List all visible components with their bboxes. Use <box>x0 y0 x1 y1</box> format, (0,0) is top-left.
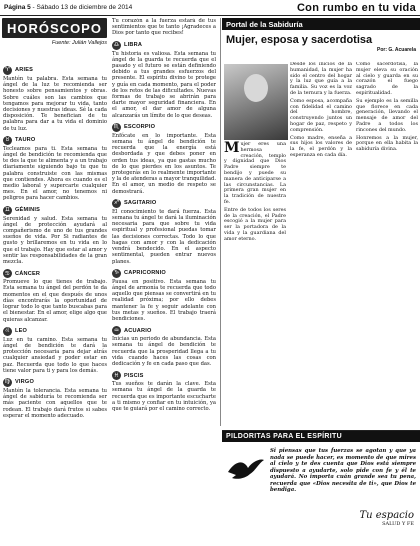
article-paragraph: Honremos a la mujer, porque en ella habita la sabiduría divina. <box>356 134 418 153</box>
article-title: Mujer, esposa y sacerdotisa <box>226 34 373 46</box>
zodiac-icon: ♌ <box>4 327 11 335</box>
sign-header <box>3 206 107 215</box>
sign-text: Inicias un periodo de abundancia. Esta semana tu ángel de bendición te recuerda que la prosperidad llega a tu vida cuando haces las cosas con dedicación y fe en cada paso que das. <box>112 336 216 367</box>
page-header <box>0 0 420 16</box>
sign-header <box>3 269 107 278</box>
zodiac-icon: ♑ <box>113 269 120 277</box>
horoscope-sign <box>112 123 216 195</box>
tu-espacio-logo <box>359 510 414 527</box>
sign-header <box>3 378 107 387</box>
horoscope-sign <box>3 378 107 419</box>
sign-name: CÁNCER <box>15 270 41 277</box>
pildoritas-text: Si piensas que tus fuerzas se agotan y que ya nada se puede hacer, es momento de que mires al cielo y te des cuenta que Dios está siempre dispuesto a ayudarte, solo pide con fe y él te ayudará. No importa cuán grande sea tu pena, recuerda que «Dios necesita de ti», que Dios te bendiga. <box>270 448 416 493</box>
horoscope-section <box>0 18 218 546</box>
sign-name: LEO <box>15 328 28 335</box>
sign-name: PISCIS <box>124 372 144 379</box>
horoscope-sign <box>112 269 216 322</box>
pildoritas-banner: PILDORITAS PARA EL ESPÍRITU <box>222 431 420 442</box>
horoscope-sign <box>112 326 216 367</box>
sign-text: Tus sueños te darán la clave. Esta semana tu ángel de la guarda te recuerda que es importante escucharte a ti mismo y confiar en tu intuición, ya que te guiará por el camino correcto. <box>112 381 216 412</box>
page-info <box>4 4 132 11</box>
column-divider <box>220 18 221 426</box>
article-paragraph: Como madre, enseña a sus hijos los valores de la fe, el perdón y la esperanza en cada día. <box>290 134 352 158</box>
sign-header <box>112 371 216 380</box>
section-title: Con rumbo en tu vida <box>296 1 416 14</box>
sign-name: ACUARIO <box>124 327 152 334</box>
sign-text: Tu historia es valiosa. Esta semana tu ángel de la guarda te recuerda que el pasado y el futuro se están definiendo debido a tus grandes esfuerzos del presente. El espíritu divino te protege y guía en cada momento, para el poder de los retos de las dificultades. Nuevas formas de trabajo se abrirán para darte mayor seguridad financiera. En el amor, el dar amor de alguna alcanzarás un límite de lo que deseas. <box>112 50 216 119</box>
pildoritas-body <box>222 442 420 546</box>
zodiac-icon: ♎ <box>113 41 120 48</box>
zodiac-icon: ♓ <box>113 371 120 379</box>
zodiac-icon: ♒ <box>113 326 120 334</box>
article-paragraph <box>224 142 286 206</box>
sign-text: Enfócate en lo importante. Esta semana tu ángel de bendición te recuerda que la energía está desbordada y que debes poner en orden tus ideas, ya que gastas mucho de lo que pierdes en los asuntos. Te protegerás en lo realmente importante y la de atenderas a mayor tranquilidad. En el amor, un medio de respeto se demostrará. <box>112 132 216 195</box>
sign-header <box>112 269 216 278</box>
sign-name: VIRGO <box>15 379 35 386</box>
horoscope-sign <box>3 206 107 266</box>
sign-text: El conocimiento te dará fuerza. Esta semana tu ángel te dará la iluminación necesaria para que sobre tu vida espiritual y profesional puedas tomar las decisiones correctas. Todo lo que hagas con amor y con la dedicación vendrá bendecido. En el aspecto sentimental, pueden entrar nuevos planes. <box>112 208 216 265</box>
article-paragraph: Como esposa, acompaña con fidelidad el camino del hombre, construyendo juntos un hogar de paz, respeto y comprensión. <box>290 97 352 133</box>
sign-header <box>3 327 107 336</box>
sign-header <box>112 199 216 208</box>
sign-text: Serenidad y salud. Esta semana tu ángel de protección ayudará al compañerismo de uno de tus grandes sueños de vida. Por Si radiantes de gusto y brillaremos en tu vida en lo que el trabajo. Hay que estar al amor y sentir las responsabilidades de la gran mezcla. <box>3 215 107 266</box>
sign-header <box>3 66 107 75</box>
sign-text: Luz en tu camino. Esta semana tu ángel de bendición te dará la protección necesaria para dejar atrás cualquier ansiedad y poder estar en paz. Recuerda que todo lo que haces tiene valor para ti y para los demás. <box>3 336 107 374</box>
sign-text: Tecleamos para ti. Esta semana tu ángel de bendición te recomienda que te des la que te alimenta y a un trabajo diariamente siguiendo bajo tu que tu palabra construiste con las mismas que contiendes. Ahora es cuando es el medio laboral y supercarte cualquier mes. En el amor, no tenemos ni peligros para hacer cambios. <box>3 145 107 202</box>
sign-text: Tu corazón a la fuerza estará de tus sentimientos que te tanto ¡Agradeces a Dios por tanto que recibes! <box>112 18 216 37</box>
horoscope-column-right <box>112 18 216 546</box>
page-number: Página 5 <box>4 4 31 11</box>
sign-text: Pausa en positivo. Esta semana tu ángel de armonía te recuerda que todo aquello que piensas se convertirá en tu realidad próxima; por ello debes mantener la fe y seguir adelante con tus metas y sueños. El trabajo traerá bendiciones. <box>112 278 216 322</box>
article-byline: Por: G. Acuarela <box>377 47 416 53</box>
sign-header <box>112 123 216 132</box>
article-section <box>222 18 420 426</box>
sign-name: ESCORPIO <box>124 124 156 131</box>
sign-name: GÉMINIS <box>15 207 41 214</box>
horoscope-sign <box>3 66 107 132</box>
zodiac-icon: ♍ <box>4 378 11 386</box>
horoscope-sign <box>3 269 107 322</box>
sign-name: SAGITARIO <box>124 200 157 207</box>
horoscope-banner: HORÓSCOPO <box>2 18 107 38</box>
zodiac-icon: ♊ <box>4 206 11 214</box>
logo-text: Tu espacio <box>359 510 414 521</box>
zodiac-icon: ♐ <box>113 199 120 207</box>
sign-header <box>3 136 107 145</box>
article-photo <box>224 64 288 140</box>
zodiac-icon: ♋ <box>4 269 11 277</box>
sign-text: Promueve lo que tienes de trabajo. Esta semana tu ángel del perdón te da momentos en el que después de unos días encontrarás la oportunidad de lograr todo lo que tanto buscabas para el bienestar. En el amor, elige algo que quieras alcanzar. <box>3 279 107 323</box>
horoscope-sign <box>112 18 216 37</box>
paragraph-text: ujer eres una hermosa creación, templo y dignidad que Dios Padre siempre te bendijo y puede su manera de anticiparse a las circunstancias. La primera gran mujer en la tradición de nuestra fe. <box>224 141 286 205</box>
sign-name: ARIES <box>15 67 34 74</box>
sign-header <box>112 41 216 50</box>
logo-subtext: SALUD Y FE <box>382 521 414 527</box>
article-banner: Portal de la Sabiduría <box>222 18 420 30</box>
horoscope-sign <box>3 327 107 374</box>
sign-text: Mantén la tolerancia. Esta semana tu ángel de sabiduría te recomienda ser más paciente con aquellos que te rodean. El trabajo dará frutos si sabes esperar el momento adecuado. <box>3 387 107 419</box>
dove-icon <box>226 456 266 482</box>
sign-text: Mantén tu palabra. Esta semana tu ángel de la luz te recomienda ser honesto sobre pensamientos y obras. Sobre cuáles son las cambios que tengamos para mejorar tu vida, tanto decisiones y nuestras ideas. Sé la cada disposición. Te benefician de tu palabra para dar a tu vida el dominio de tu luz. <box>3 76 107 132</box>
article-paragraph: Como sacerdotisa, la mujer eleva su oración al cielo y guarda en su corazón el fuego sagrado de la espiritualidad. <box>356 62 418 96</box>
horoscope-sign <box>112 371 216 412</box>
article-paragraph: Entre de todos los seres de la creación, el Padre escogió a la mujer para ser la portadora de la vida y la guardiana del amor eterno. <box>224 206 286 242</box>
pildoritas-section <box>222 430 420 546</box>
sign-name: LIBRA <box>124 42 143 48</box>
sign-name: CAPRICORNIO <box>124 270 166 277</box>
drop-cap: M <box>224 140 240 156</box>
zodiac-icon: ♉ <box>4 136 11 144</box>
article-paragraph: Su ejemplo es la semilla que florece en cada generación, llevando el mensaje de amor del Padre a todos los rincones del mundo. <box>356 97 418 133</box>
horoscope-sign <box>112 41 216 119</box>
horoscope-sign <box>112 199 216 265</box>
horoscope-column-left <box>3 66 107 546</box>
sign-header <box>112 326 216 335</box>
publication-date: - Sábado 13 de diciembre de 2014 <box>32 4 133 11</box>
horoscope-sign <box>3 136 107 202</box>
zodiac-icon: ♏ <box>113 123 120 131</box>
article-paragraph: Desde los inicios de la humanidad, la mujer ha sido el centro del hogar y la luz que guía a la familia. Su voz es la voz de la ternura y la fuerza. <box>290 62 352 96</box>
sign-name: TAURO <box>15 137 36 144</box>
article-column-2 <box>290 62 352 424</box>
article-column-3 <box>356 62 418 424</box>
horoscope-source: Fuente: Julián Vallejos <box>51 40 107 46</box>
zodiac-icon: ♈ <box>4 66 11 74</box>
